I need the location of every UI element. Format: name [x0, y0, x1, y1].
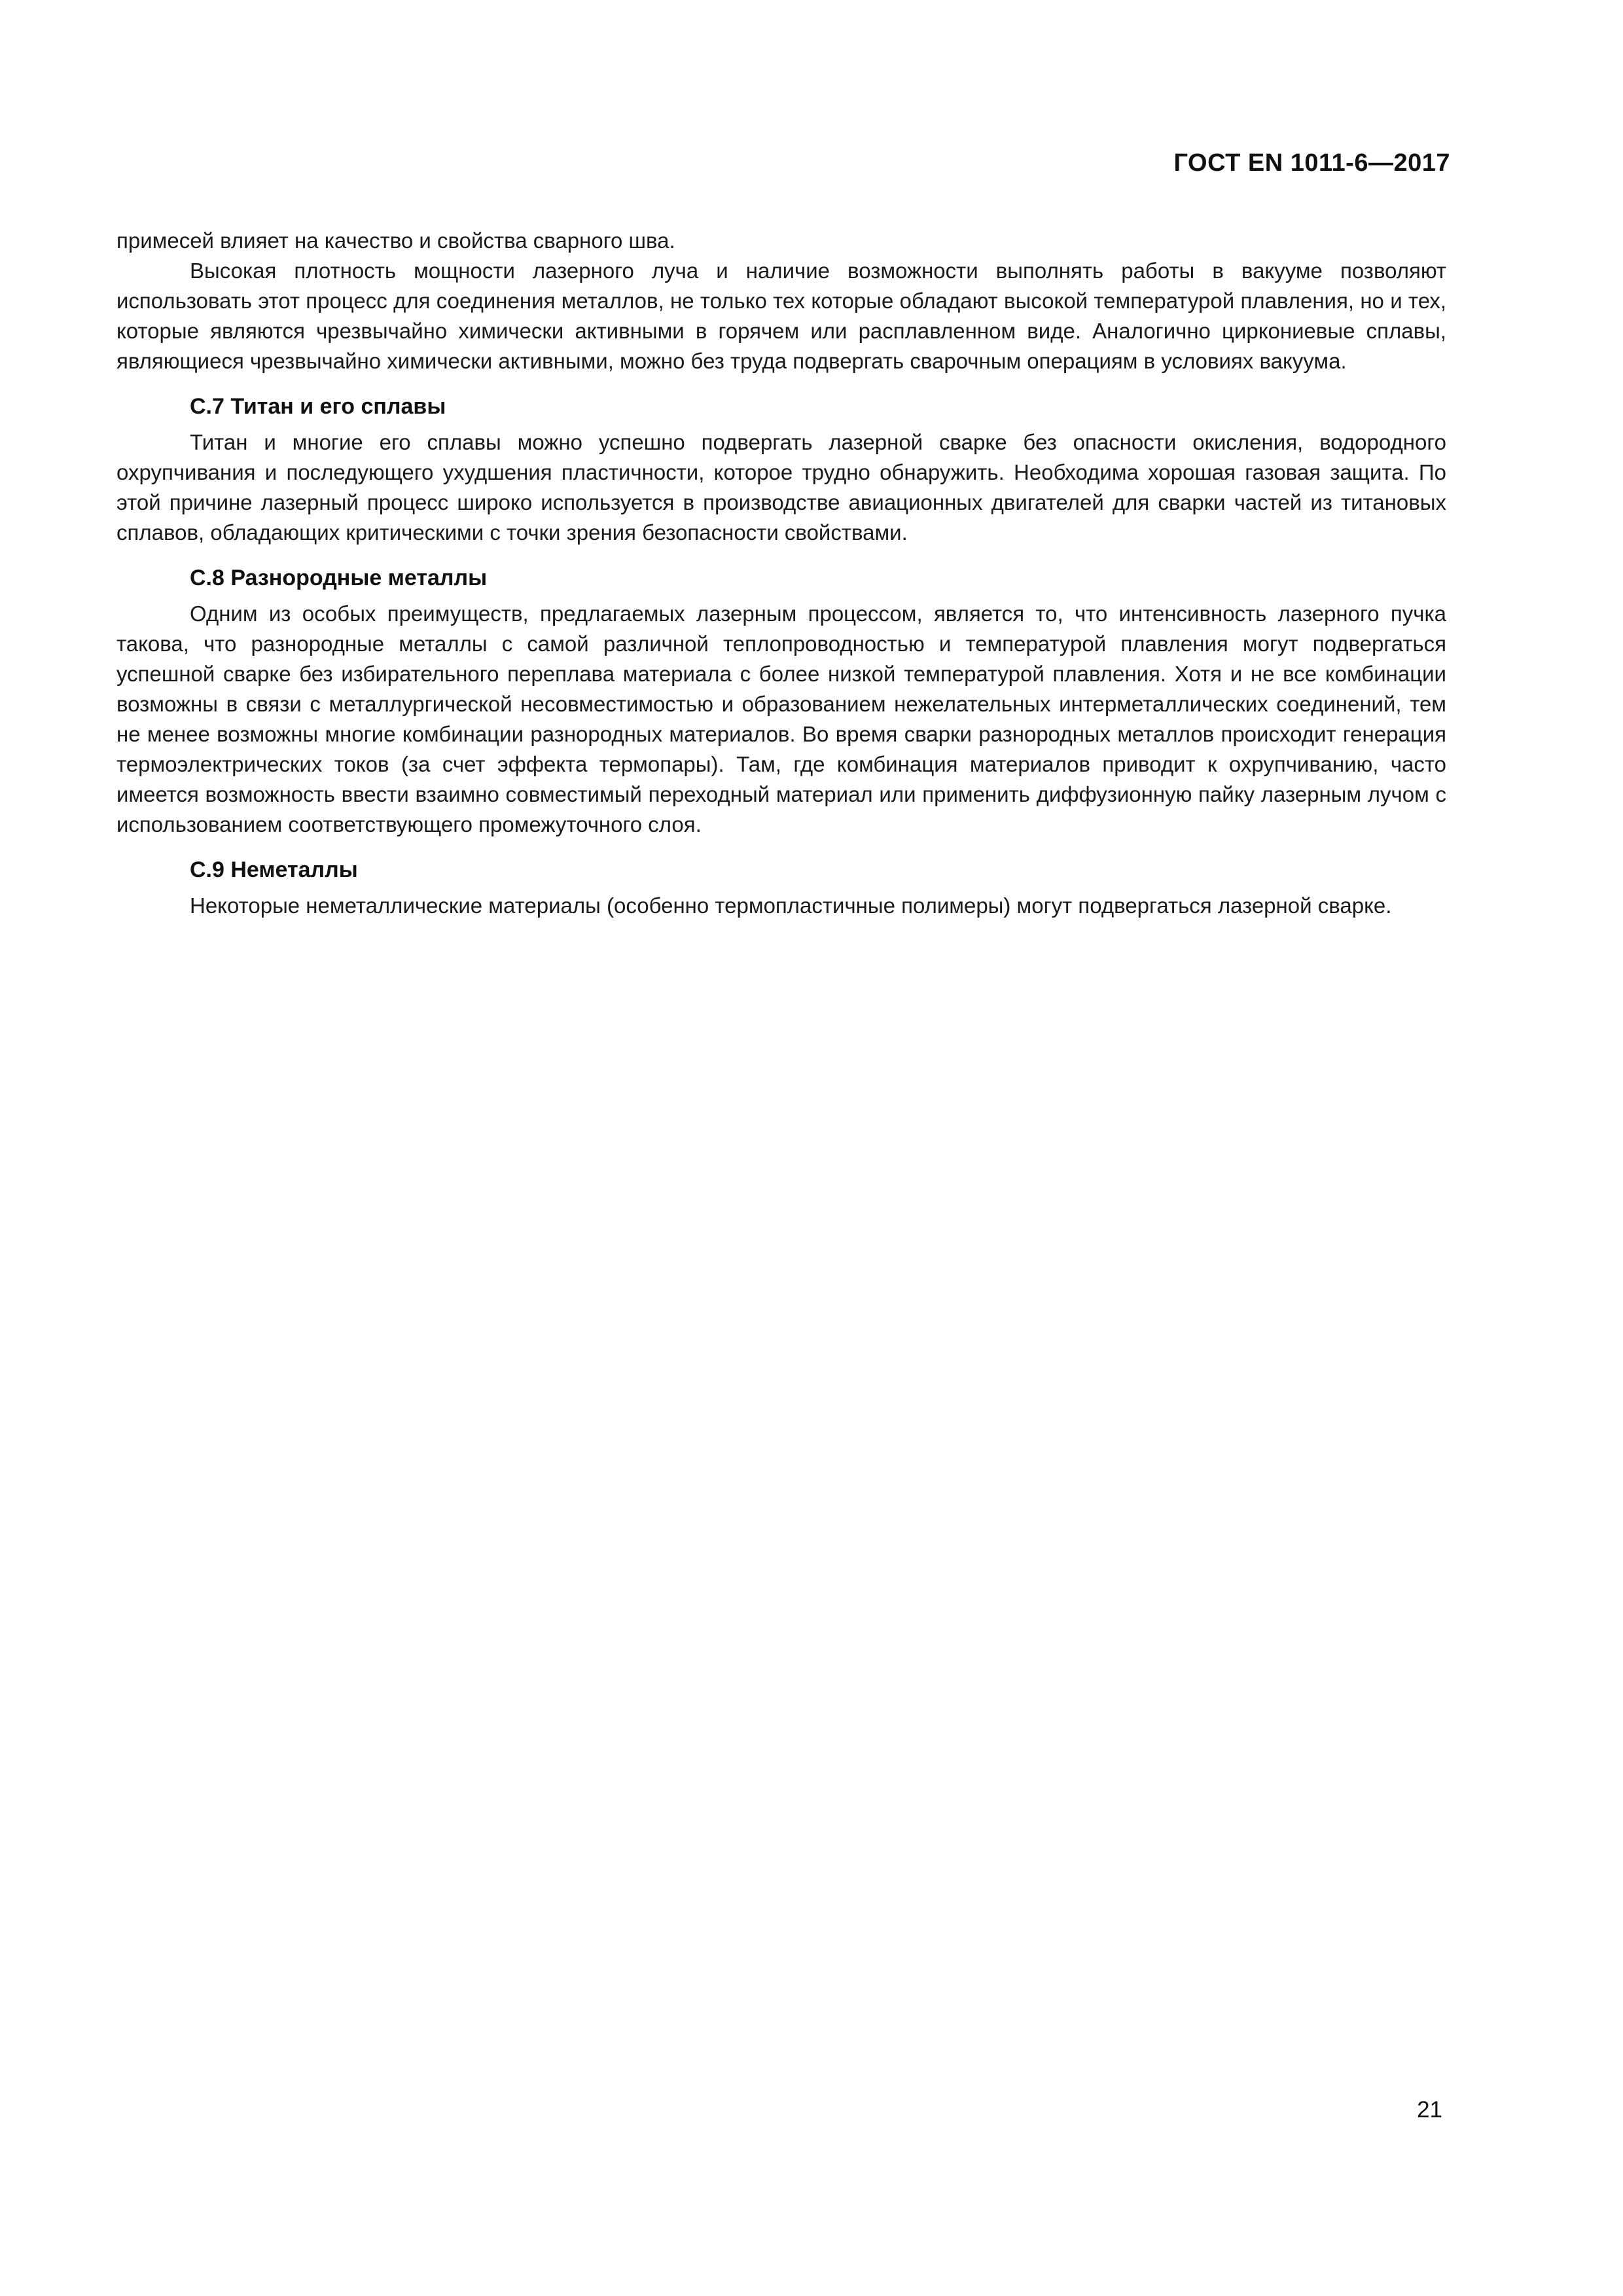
document-body: [116, 226, 1446, 921]
section-heading-nonmetals: С.9 Неметаллы: [190, 857, 358, 882]
section-text-dissimilar-metals: Одним из особых преимуществ, предлагаемых лазерным процессом, является то, что интенсивность лазерного пучка такова, что разнородные металлы с самой различной теплопроводностью и температурой плавления могут подвергаться успешной сварке без избирательного переплава материала с более низкой температурой плавления. Хотя и не все комбинации возможны в связи с металлургической несовместимостью и образованием нежелательных интерметаллических соединений, тем не менее возможны многие комбинации разнородных материалов. Во время сварки разнородных металлов происходит генерация термоэлектрических токов (за счет эффекта термопары). Там, где комбинация материалов приводит к охрупчиванию, часто имеется возможность ввести взаимно совместимый переходный материал или применить диффузионную пайку лазерным лучом с использованием соответствующего промежуточного слоя.: [116, 601, 1446, 836]
section-text-nonmetals: Некоторые неметаллические материалы (особенно термопластичные полимеры) могут подвергаться лазерной сварке.: [190, 893, 1392, 918]
paragraph-continuation: примесей влияет на качество и свойства сварного шва.: [116, 228, 675, 253]
section-heading-titanium: С.7 Титан и его сплавы: [190, 394, 446, 419]
section-heading-dissimilar-metals: С.8 Разнородные металлы: [190, 565, 488, 590]
paragraph-vacuum-welding: Высокая плотность мощности лазерного луча и наличие возможности выполнять работы в вакууме позволяют использовать этот процесс для соединения металлов, не только тех которые обладают высокой температурой плавления, но и тех, которые являются чрезвычайно химически активными в горячем или расплавленном виде. Аналогично циркониевые сплавы, являющиеся чрезвычайно химически активными, можно без труда подвергать сварочным операциям в условиях вакуума.: [116, 259, 1446, 373]
section-text-titanium: Титан и многие его сплавы можно успешно подвергать лазерной сварке без опасности окисления, водородного охрупчивания и последующего ухудшения пластичности, которое трудно обнаружить. Необходима хорошая газовая защита. По этой причине лазерный процесс широко используется в производстве авиационных двигателей для сварки частей из титановых сплавов, обладающих критическими с точки зрения безопасности свойствами.: [116, 430, 1446, 545]
document-code-header: ГОСТ EN 1011-6—2017: [1173, 149, 1450, 177]
page-number: 21: [1417, 2097, 1442, 2123]
